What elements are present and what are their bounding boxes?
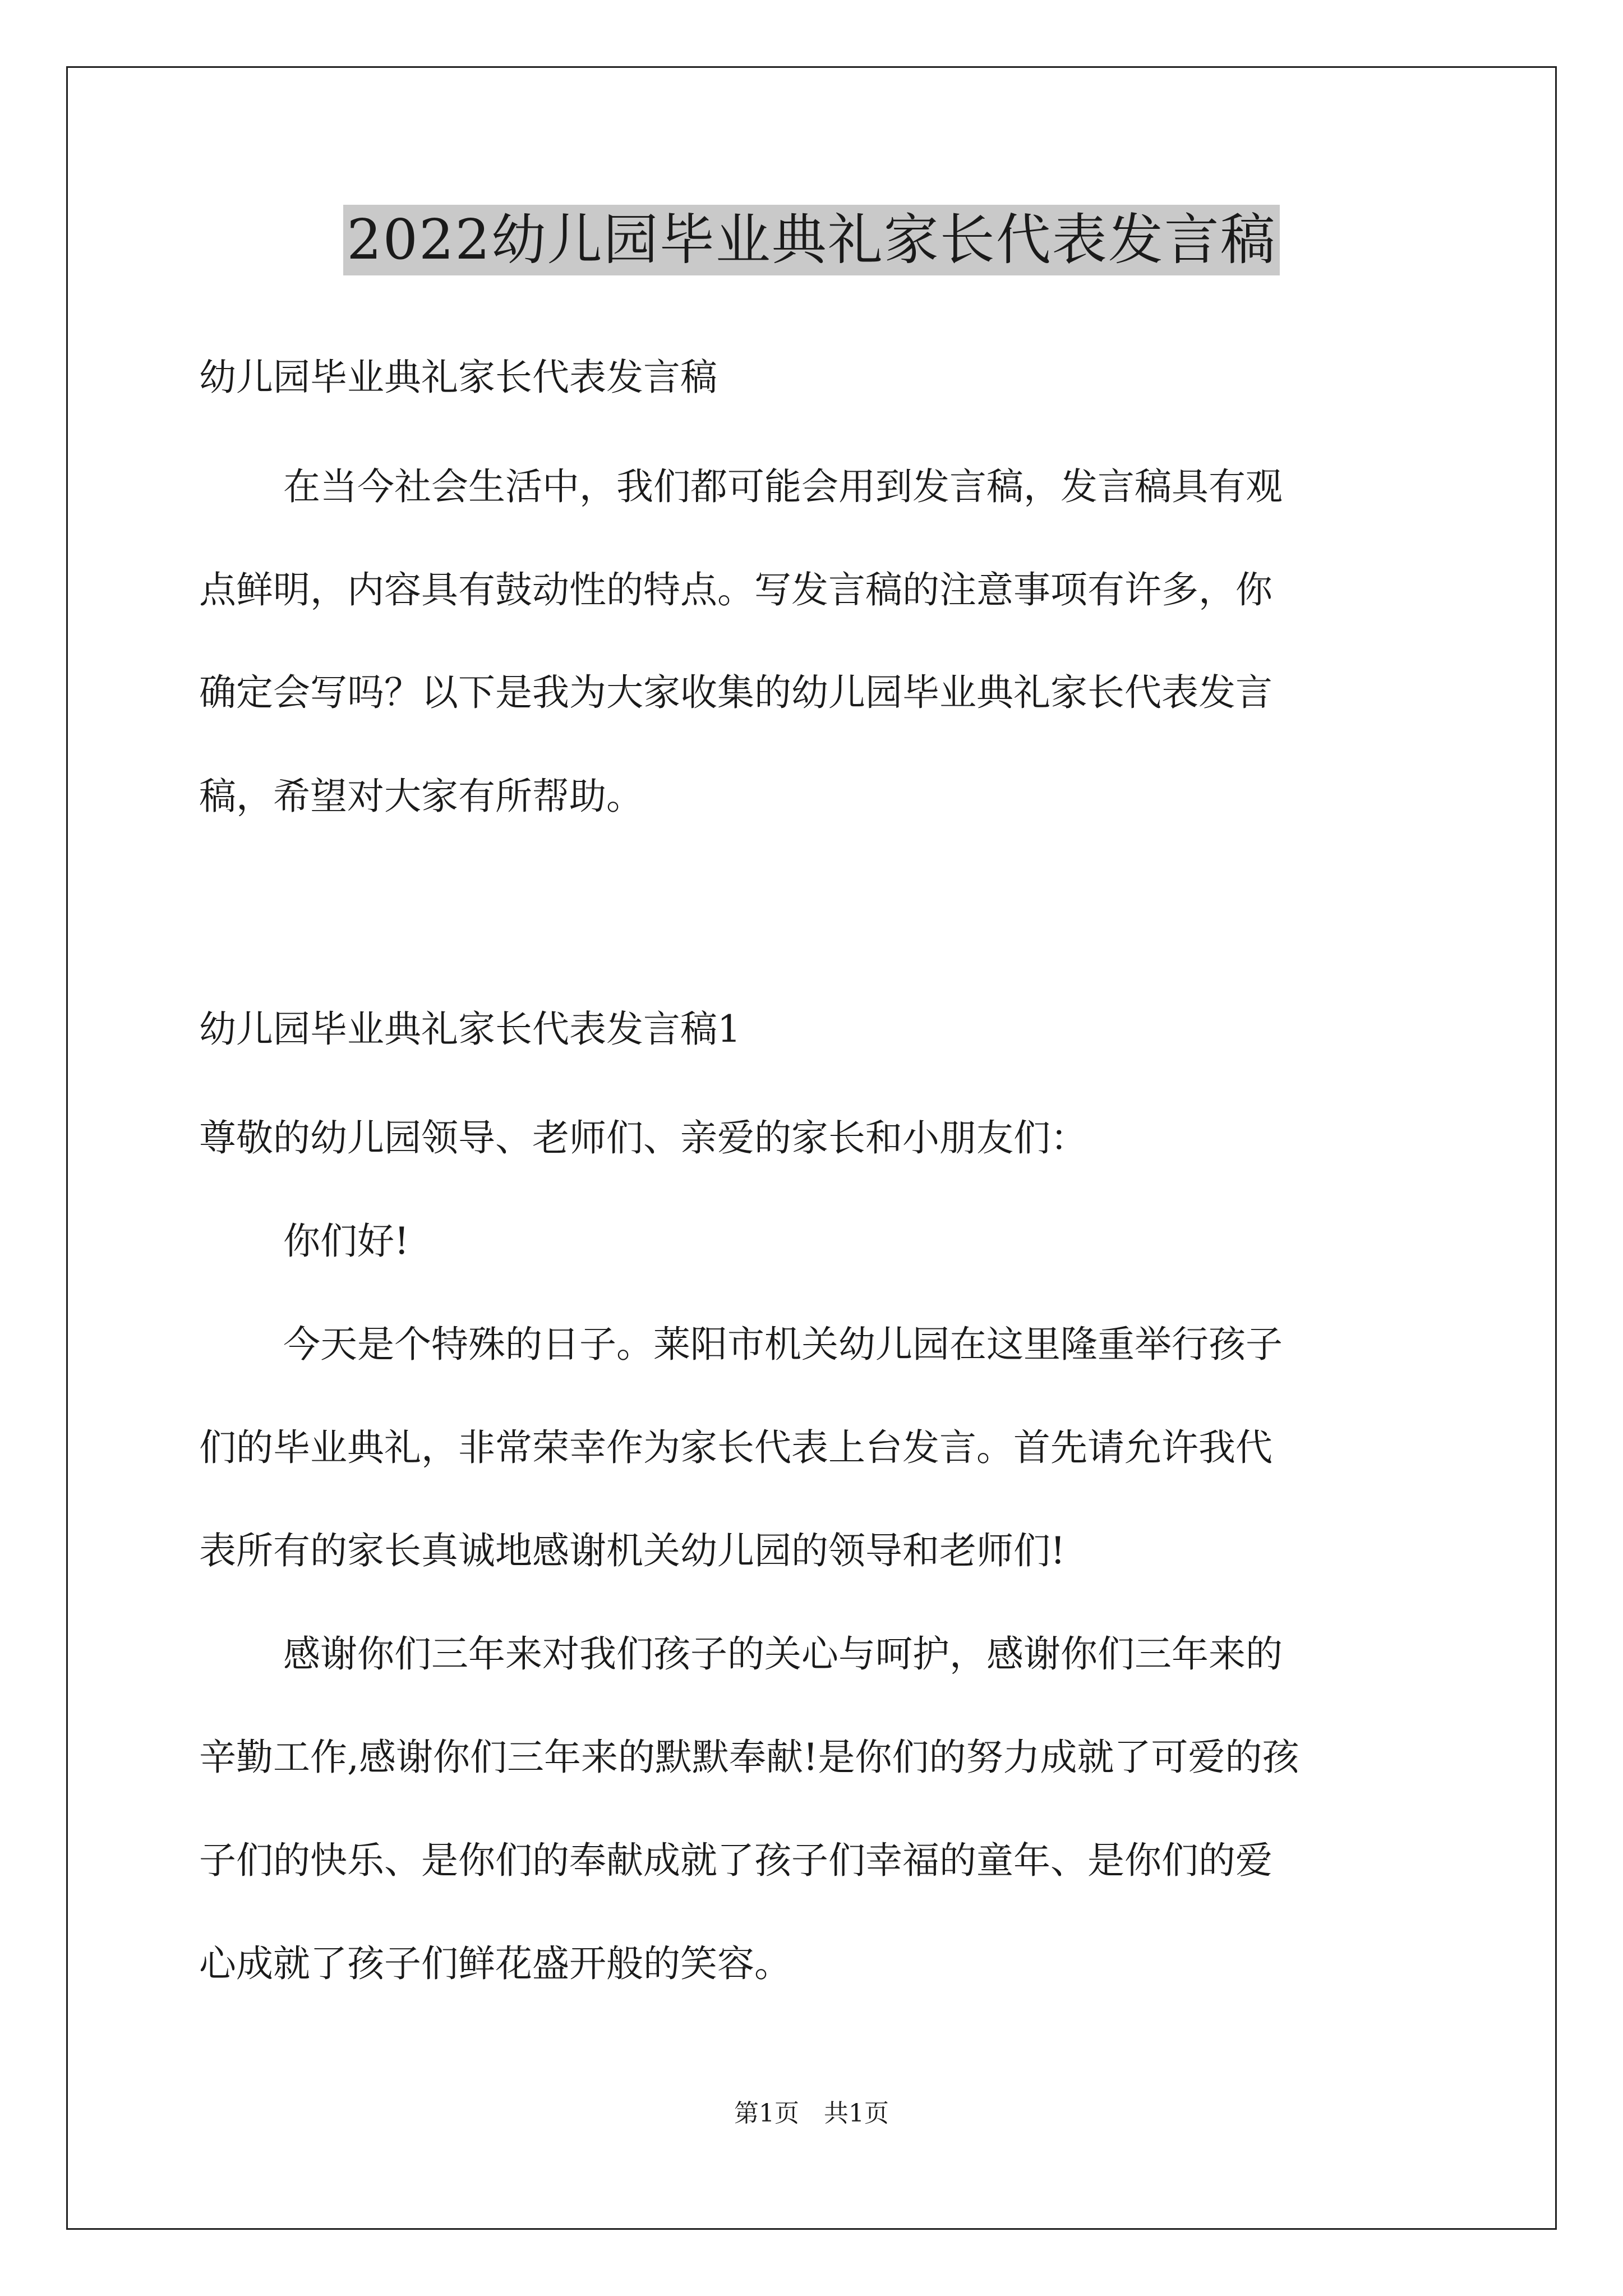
paragraph-4: 你们好!	[283, 1220, 409, 1263]
paragraph-line: 点鲜明，内容具有鼓动性的特点。写发言稿的注意事项有许多，你	[199, 568, 1272, 611]
paragraph-line: 今天是个特殊的日子。莱阳市机关幼儿园在这里隆重举行孩子	[283, 1323, 1283, 1366]
paragraph-line: 子们的快乐、是你们的奉献成就了孩子们幸福的童年、是你们的爱	[199, 1839, 1272, 1882]
paragraph-0	[199, 352, 1441, 403]
page-number: 第1页 共1页	[734, 2099, 889, 2128]
paragraph-2: 幼儿园毕业典礼家长代表发言稿1	[199, 1007, 741, 1051]
document-title: 2022幼儿园毕业典礼家长代表发言稿	[343, 205, 1279, 275]
paragraph-line: 心成就了孩子们鲜花盛开般的笑容。	[199, 1942, 791, 1985]
paragraph-line: 稿，希望对大家有所帮助。	[199, 775, 643, 818]
paragraph-line: 们的毕业典礼，非常荣幸作为家长代表上台发言。首先请允许我代	[199, 1426, 1272, 1469]
paragraph-line: 在当今社会生活中，我们都可能会用到发言稿，发言稿具有观	[283, 465, 1283, 508]
paragraph-line: 表所有的家长真诚地感谢机关幼儿园的领导和老师们!	[199, 1529, 1066, 1572]
paragraph-line: 确定会写吗？以下是我为大家收集的幼儿园毕业典礼家长代表发言	[199, 671, 1272, 714]
paragraph-3: 尊敬的幼儿园领导、老师们、亲爱的家长和小朋友们：	[199, 1116, 1087, 1159]
title-container	[0, 205, 1623, 275]
page-footer	[0, 2097, 1623, 2131]
paragraph-line: 感谢你们三年来对我们孩子的关心与呵护，感谢你们三年来的	[283, 1632, 1283, 1676]
paragraph-text: 幼儿园毕业典礼家长代表发言稿	[199, 356, 717, 399]
paragraph-line: 辛勤工作,感谢你们三年来的默默奉献!是你们的努力成就了可爱的孩	[199, 1736, 1299, 1779]
